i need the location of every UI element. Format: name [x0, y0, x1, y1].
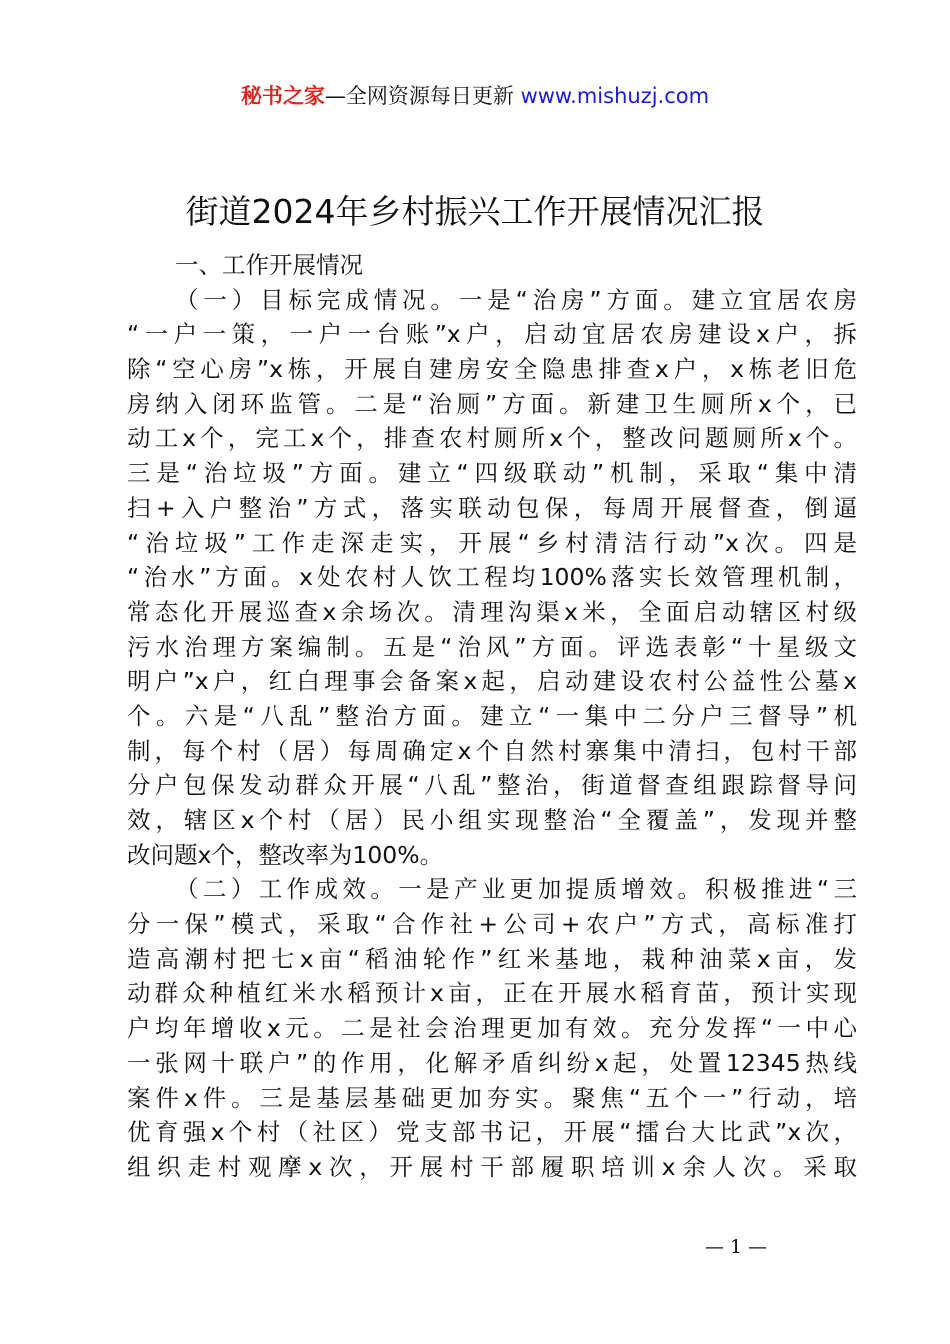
paragraph-line: 动群众种植红米水稻预计x亩，正在开展水稻育苗，预计实现 — [127, 979, 857, 1008]
banner-slogan: —全网资源每日更新 — [324, 84, 521, 108]
banner-site-link[interactable]: www.mishuzj.com — [520, 84, 710, 108]
paragraph-line: 造高潮村把七x亩“稻油轮作”红米基地，栽种油菜x亩，发 — [127, 944, 857, 973]
paragraph-line: 分一保”模式，采取“合作社+公司+农户”方式，高标准打 — [127, 910, 857, 939]
paragraph-line: “一户一策，一户一台账”x户，启动宜居农房建设x户，拆 — [127, 320, 857, 349]
paragraph-line: 个。六是“八乱”整治方面。建立“一集中二分户三督导”机 — [127, 701, 857, 730]
section-heading: 一、工作开展情况 — [175, 251, 363, 279]
paragraph-line: 一张网十联户”的作用，化解矛盾纠纷x起，处置12345热线 — [127, 1048, 857, 1077]
paragraph-line: （一）目标完成情况。一是“治房”方面。建立宜居农房 — [175, 285, 857, 314]
paragraph-line: 除“空心房”x栋，开展自建房安全隐患排查x户，x栋老旧危 — [127, 355, 857, 384]
paragraph-line: 房纳入闭环监管。二是“治厕”方面。新建卫生厕所x个，已 — [127, 389, 857, 418]
site-banner — [0, 80, 950, 112]
paragraph-line: 常态化开展巡查x余场次。清理沟渠x米，全面启动辖区村级 — [127, 597, 857, 626]
paragraph-line: 改问题x个，整改率为100%。 — [127, 840, 444, 869]
paragraph-line: （二）工作成效。一是产业更加提质增效。积极推进“三 — [175, 875, 857, 904]
paragraph-line: “治垃圾”工作走深走实，开展“乡村清洁行动”x次。四是 — [127, 528, 857, 557]
banner-brand: 秘书之家 — [240, 84, 325, 108]
paragraph-line: 污水治理方案编制。五是“治风”方面。评选表彰“十星级文 — [127, 632, 857, 661]
paragraph-line: 动工x个，完工x个，排查农村厕所x个，整改问题厕所x个。 — [127, 424, 857, 453]
paragraph-line: 优育强x个村（社区）党支部书记，开展“擂台大比武”x次， — [127, 1118, 857, 1147]
paragraph-line: 扫+入户整治”方式，落实联动包保，每周开展督查，倒逼 — [127, 493, 857, 522]
paragraph-line: 效，辖区x个村（居）民小组实现整治“全覆盖”，发现并整 — [127, 806, 857, 834]
paragraph-line: “治水”方面。x处农村人饮工程均100%落实长效管理机制， — [127, 563, 857, 592]
paragraph-line: 制，每个村（居）每周确定x个自然村寨集中清扫，包村干部 — [127, 736, 857, 765]
paragraph-line: 分户包保发动群众开展“八乱”整治，街道督查组跟踪督导问 — [127, 771, 857, 800]
paragraph-line: 案件x件。三是基层基础更加夯实。聚焦“五个一”行动，培 — [127, 1083, 857, 1112]
page-number: — 1 — — [705, 1236, 768, 1258]
document-body — [127, 248, 857, 1185]
paragraph-line: 组织走村观摩x次，开展村干部履职培训x余人次。采取 — [127, 1152, 857, 1181]
paragraph-line: 明户”x户，红白理事会备案x起，启动建设农村公益性公墓x — [127, 667, 857, 696]
document-title: 街道2024年乡村振兴工作开展情况汇报 — [185, 192, 765, 231]
paragraph-line: 三是“治垃圾”方面。建立“四级联动”机制，采取“集中清 — [127, 459, 857, 488]
paragraph-line: 户均年增收x元。二是社会治理更加有效。充分发挥“一中心 — [127, 1014, 857, 1043]
